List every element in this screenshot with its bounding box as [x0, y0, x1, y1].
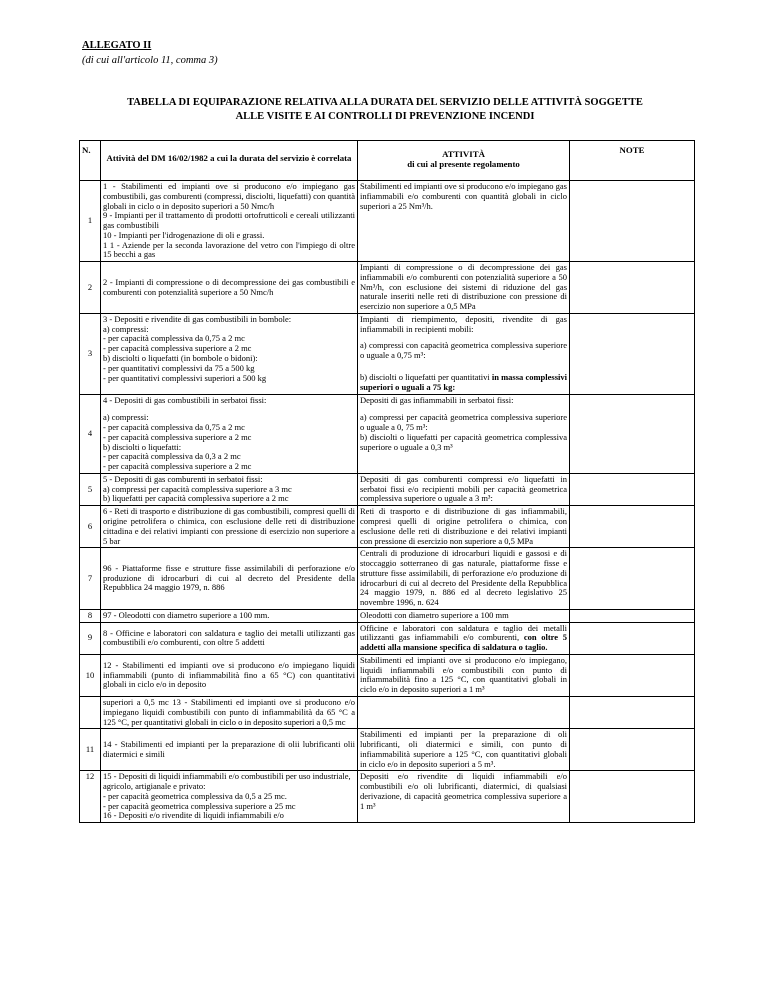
row-notes: [570, 771, 695, 823]
row-dm-line: - per capacità complessiva da 0,3 a 2 mc: [103, 451, 241, 462]
row-dm-activity: [101, 181, 358, 262]
row-activity: Centrali di produzione di idrocarburi liquidi e gassosi e di stoccaggio sotterraneo di gas naturale, piattaforme fisse e strutture fisse assimilabili, di perforazione e/o produzione di idrocarburi di cui al decreto del Presidente della Repubblica 24 maggio 1979, n. 886 ed al decreto legislativo 25 novembre 1996, n. 624: [358, 548, 570, 610]
row-activity: [358, 313, 570, 394]
col-header-number: N.: [80, 141, 101, 181]
annex-subtitle: (di cui all'articolo 11, comma 3): [82, 55, 218, 66]
table-row: [80, 654, 695, 696]
row-dm-activity: 6 - Reti di trasporto e distribuzione di gas combustibili, compresi quelli di origine petrolifera o chimica, con esclusione delle reti di distribuzione cittadina e dei relativi impianti con pressione di esercizio non superiore a 5 bar: [101, 506, 358, 548]
row-dm-line: - per quantitativi complessivi superiori a 500 kg: [103, 372, 267, 383]
row-notes: [570, 729, 695, 771]
row-activity-item-b: [360, 373, 567, 393]
row-dm-line: - per capacità complessiva da 0,75 a 2 mc: [103, 422, 245, 433]
row-dm-activity: 8 - Officine e laboratori con saldatura e taglio dei metalli utilizzanti gas combustibili e/o comburenti, con oltre 5 addetti: [101, 622, 358, 654]
col-header-activity-line-2: di cui al presente regolamento: [407, 159, 520, 170]
row-dm-line: b) disciolti o liquefatti:: [103, 441, 182, 452]
row-notes: [570, 394, 695, 473]
row-number: 3: [80, 313, 101, 394]
row-notes: [570, 609, 695, 622]
row-dm-line: - per quantitativi complessivi da 75 a 500 kg: [103, 362, 255, 373]
row-dm-line: - per capacità geometrica complessiva superiore a 25 mc: [103, 800, 296, 811]
row-number: 2: [80, 262, 101, 314]
table-row: [80, 394, 695, 473]
row-dm-line: 3 - Depositi e rivendite di gas combustibili in bombole:: [103, 313, 292, 324]
table-row: [80, 181, 695, 262]
row-dm-line: 1 1 - Aziende per la seconda lavorazione del vetro con l'impiego di oltre 15 becchi a gas: [103, 239, 355, 260]
table-title: [70, 96, 700, 123]
row-dm-line: - per capacità complessiva superiore a 2 mc: [103, 343, 252, 354]
row-dm-line: a) compressi:: [103, 412, 149, 423]
row-activity-item-b: b) disciolti o liquefatti per capacità geometrica complessiva superiore o uguale a 0,3 m³: [360, 431, 567, 452]
row-dm-line: 1 - Stabilimenti ed impianti ove si producono e/o impiegano gas combustibili, gas comburenti (compressi, disciolti, liquefatti) con quantità globali in ciclo o in deposito superiori a 50 Nmc/h: [103, 181, 355, 211]
row-dm-activity: [101, 473, 358, 505]
row-activity-item-a: a) compressi per capacità geometrica complessiva superiore o uguale a 0, 75 m³:: [360, 412, 567, 433]
row-activity: Stabilimenti ed impianti per la preparazione di oli lubrificanti, oli diatermici e simili, con punto di infiammabilità superiore a 125 °C, con quantitativi globali in ciclo e/o in deposito superiori a 5 m³.: [358, 729, 570, 771]
table-row: [80, 609, 695, 622]
row-notes: [570, 548, 695, 610]
row-number: 11: [80, 729, 101, 771]
row-activity-text: Officine e laboratori con saldatura e taglio dei metalli utilizzanti gas infiammabili e/o comburenti,: [360, 622, 567, 643]
row-activity-item-b-text: b) disciolti o liquefatti per quantitativi: [360, 372, 492, 383]
row-notes: [570, 181, 695, 262]
row-number: 12: [80, 771, 101, 823]
row-activity: [358, 394, 570, 473]
table-row: [80, 262, 695, 314]
row-dm-activity: 96 - Piattaforme fisse e strutture fisse assimilabili di perforazione e/o produzione di idrocarburi di cui al decreto del Presidente della Repubblica 24 maggio 1979, n. 886: [101, 548, 358, 610]
row-dm-line: a) compressi:: [103, 323, 149, 334]
row-number: 1: [80, 181, 101, 262]
row-activity: Impianti di compressione o di decompressione dei gas infiammabili e/o comburenti con potenzialità superiore a 50 Nm³/h, con esclusione dei sistemi di riduzione del gas naturale inseriti nelle reti di distribuzione con pressione di esercizio non superiore a 0,5 MPa: [358, 262, 570, 314]
row-dm-heading: 4 - Depositi di gas combustibili in serbatoi fissi:: [103, 394, 267, 405]
col-header-activity-line-1: ATTIVITÀ: [442, 149, 485, 159]
row-dm-line: 16 - Depositi e/o rivendite di liquidi infiammabili e/o: [103, 810, 284, 821]
row-dm-line: - per capacità complessiva da 0,75 a 2 mc: [103, 333, 245, 344]
row-activity-bold: con oltre 5 addetti alla mansione specifica di saldatura o taglio.: [360, 632, 567, 653]
row-activity: Stabilimenti ed impianti ove si producono e/o impiegano, liquidi infiammabili e/o combustibili con punto di infiammabilità fino a 125 °C, con quantitativi globali in ciclo e/o in deposito superiori a 1 m³: [358, 654, 570, 696]
row-notes: [570, 622, 695, 654]
row-number: 6: [80, 506, 101, 548]
col-header-dm-activity: Attività del DM 16/02/1982 a cui la durata del servizio è correlata: [101, 141, 358, 181]
row-number: 7: [80, 548, 101, 610]
row-dm-line: - per capacità geometrica complessiva da 0,5 a 25 mc.: [103, 790, 287, 801]
row-dm-activity: [101, 771, 358, 823]
row-notes: [570, 654, 695, 696]
annex-title: ALLEGATO II: [82, 40, 152, 51]
row-activity: Depositi e/o rivendite di liquidi infiammabili e/o combustibili e/o oli lubrificanti, diatermici, di qualsiasi derivazione, di capacità geometrica complessiva superiore a 1 m³: [358, 771, 570, 823]
row-number: 10: [80, 654, 101, 696]
equivalence-table: [79, 140, 695, 823]
row-dm-activity: 2 - Impianti di compressione o di decompressione dei gas combustibili e comburenti con potenzialità superiore a 50 Nmc/h: [101, 262, 358, 314]
row-number: [80, 696, 101, 728]
row-dm-activity: 14 - Stabilimenti ed impianti per la preparazione di olii lubrificanti olii diatermici e simili: [101, 729, 358, 771]
table-row: [80, 771, 695, 823]
row-activity-intro: Impianti di riempimento, depositi, rivendite di gas infiammabili in recipienti mobili:: [360, 313, 567, 334]
row-dm-activity: [101, 313, 358, 394]
row-activity: Depositi di gas comburenti compressi e/o liquefatti in serbatoi fissi e/o recipienti mobili per capacità geometrica complessiva superiore o uguale a 3 m³:: [358, 473, 570, 505]
table-title-line-2: ALLE VISITE E AI CONTROLLI DI PREVENZIONE INCENDI: [235, 110, 535, 122]
row-activity: [358, 622, 570, 654]
row-notes: [570, 696, 695, 728]
row-activity: Oleodotti con diametro superiore a 100 mm: [358, 609, 570, 622]
table-header-row: [80, 141, 695, 181]
row-notes: [570, 313, 695, 394]
row-activity: [358, 696, 570, 728]
row-dm-line: b) liquefatti per capacità complessiva superiore a 2 mc: [103, 493, 289, 504]
row-activity-intro: Depositi di gas infiammabili in serbatoi fissi:: [360, 394, 514, 405]
row-dm-line: - per capacità complessiva superiore a 2 mc: [103, 461, 252, 472]
col-header-activity: [358, 141, 570, 181]
table-row: [80, 473, 695, 505]
row-notes: [570, 506, 695, 548]
row-number: 5: [80, 473, 101, 505]
row-dm-line: - per capacità complessiva superiore a 2 mc: [103, 431, 252, 442]
row-dm-line: b) disciolti o liquefatti (in bombole o bidoni):: [103, 353, 258, 364]
row-activity: Stabilimenti ed impianti ove si producono e/o impiegano gas infiammabili e/o comburenti con quantità globali in ciclo superiori a 25 Nm³/h.: [358, 181, 570, 262]
table-row: [80, 729, 695, 771]
row-dm-line: 10 - Impianti per l'idrogenazione di oli e grassi.: [103, 229, 265, 240]
table-row: [80, 548, 695, 610]
row-activity-item-b-bold: in massa complessivi superiori o uguali a 75 kg:: [360, 372, 567, 392]
col-header-notes: NOTE: [570, 141, 695, 181]
row-number: 4: [80, 394, 101, 473]
row-dm-activity: superiori a 0,5 mc 13 - Stabilimenti ed impianti ove si producono e/o impiegano liquidi combustibili con punto di infiammabilità da 65 °C a 125 °C, per quantitativi globali in ciclo o in deposito superiori a 0,5 mc: [101, 696, 358, 728]
row-dm-line: 15 - Depositi di liquidi infiammabili e/o combustibili per uso industriale, agricolo, artigianale e privato:: [103, 771, 351, 792]
row-activity: Reti di trasporto e di distribuzione di gas infiammabili, compresi quelli di origine petrolifera o chimica, con esclusione delle reti di distribuzione e dei relativi impianti con pressione di esercizio non superiore a 0,5 MPa: [358, 506, 570, 548]
row-dm-line: 5 - Depositi di gas comburenti in serbatoi fissi:: [103, 473, 263, 484]
table-row: [80, 313, 695, 394]
row-number: 8: [80, 609, 101, 622]
row-dm-line: a) compressi per capacità complessiva superiore a 3 mc: [103, 483, 292, 494]
row-dm-activity: 12 - Stabilimenti ed impianti ove si producono e/o impiegano liquidi infiammabili (punto di infiammabilità fino a 65 °C) con quantitativi globali in ciclo e/o in deposito: [101, 654, 358, 696]
row-dm-line: 9 - Impianti per il trattamento di prodotti ortofrutticoli e cereali utilizzanti gas combustibili: [103, 210, 355, 231]
row-notes: [570, 473, 695, 505]
row-activity-item-a: a) compressi con capacità geometrica complessiva superiore o uguale a 0,75 m³:: [360, 340, 567, 361]
table-title-line-1: TABELLA DI EQUIPARAZIONE RELATIVA ALLA DURATA DEL SERVIZIO DELLE ATTIVITÀ SOGGETTE: [127, 97, 643, 108]
table-row: [80, 622, 695, 654]
table-row: [80, 696, 695, 728]
row-number: 9: [80, 622, 101, 654]
row-notes: [570, 262, 695, 314]
row-dm-activity: 97 - Oleodotti con diametro superiore a 100 mm.: [101, 609, 358, 622]
row-dm-activity: [101, 394, 358, 473]
table-row: [80, 506, 695, 548]
